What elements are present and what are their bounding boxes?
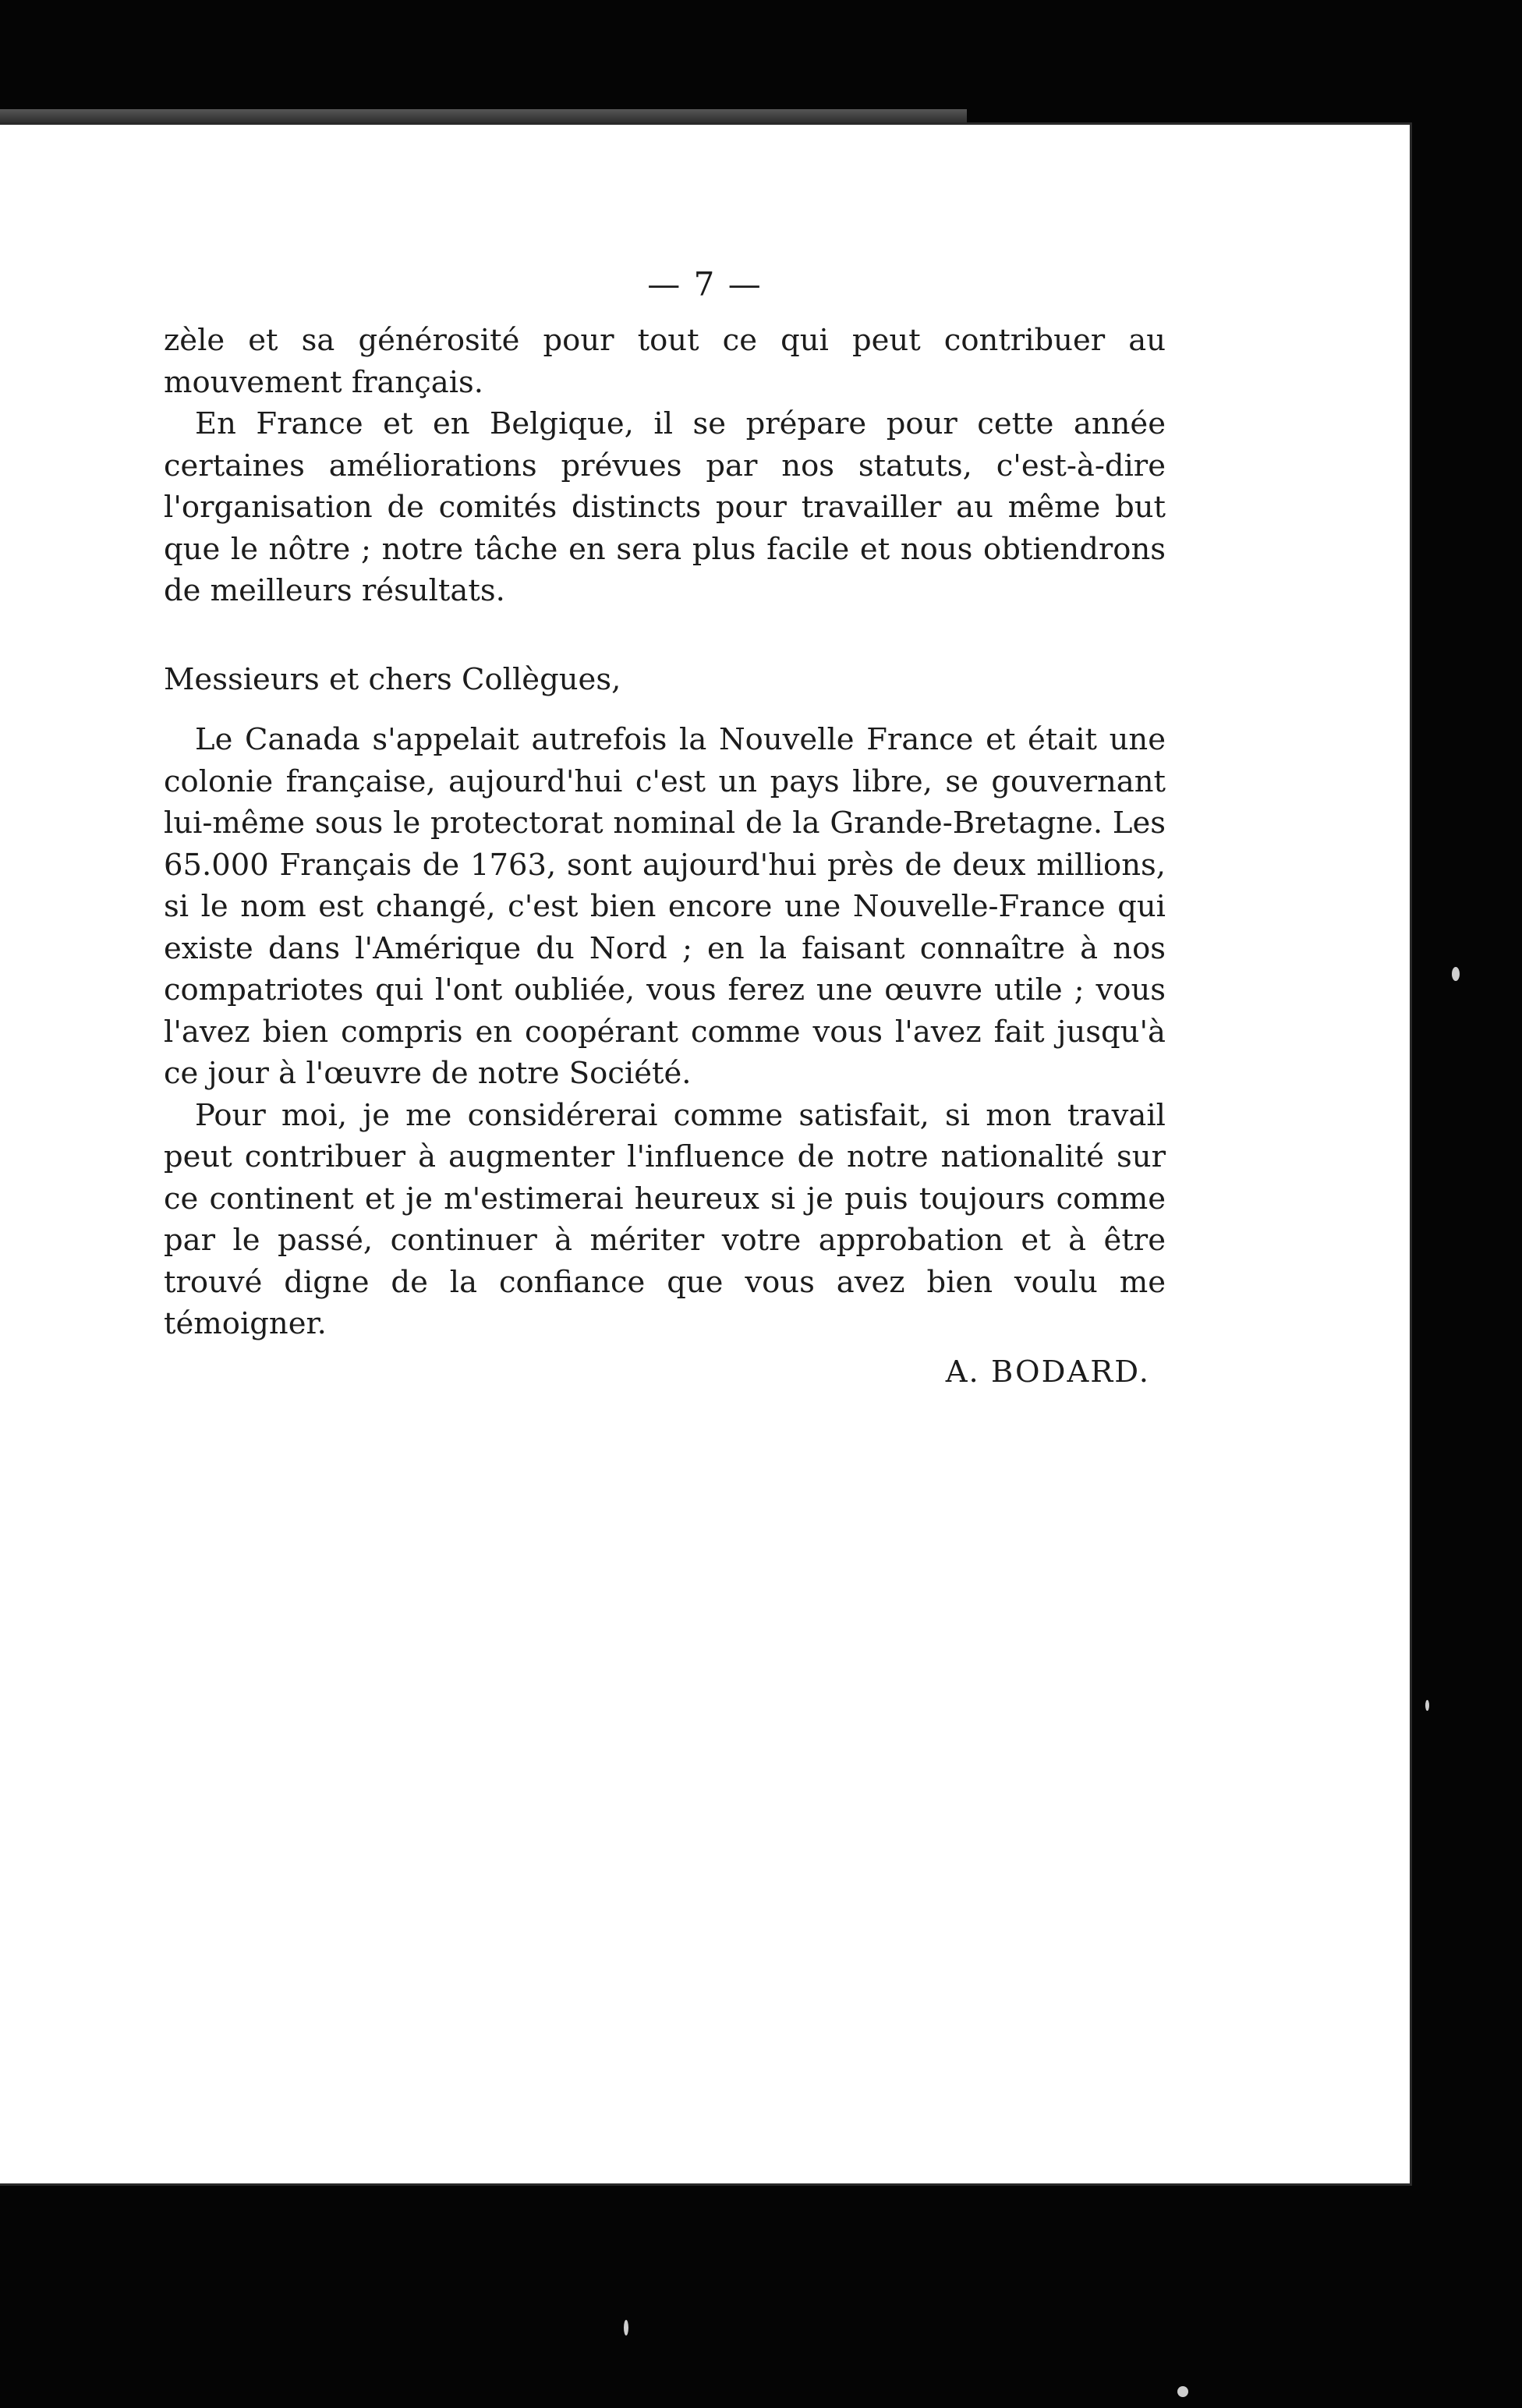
scan-speck: [624, 2320, 628, 2335]
document-page: [0, 125, 1410, 2183]
signature: A. BODARD.: [945, 1354, 1150, 1390]
paragraph: Pour moi, je me considérerai comme satisfait, si mon travail peut contribuer à augmenter l'influence de notre nationalité sur ce continent et je m'estimerai heureux si je puis toujours comme par le passé, continuer à mériter votre approbation et à être trouvé digne de la confiance que vous avez bien voulu me témoigner.: [164, 1097, 1166, 1341]
scan-speck: [1452, 967, 1460, 981]
paragraph: En France et en Belgique, il se prépare pour cette année certaines améliorations prévues par nos statuts, c'est-à-dire l'organisation de comités distincts pour travailler au même but que le nôtre ; notre tâche en sera plus facile et nous obtiendrons de meilleurs résultats.: [164, 406, 1166, 608]
scan-edge: [0, 109, 967, 126]
salutation: Messieurs et chers Collègues,: [164, 661, 621, 697]
paragraph: zèle et sa générosité pour tout ce qui peut contribuer au mouvement français.: [164, 323, 1166, 400]
body-text: [164, 320, 1166, 1393]
scan-speck: [1177, 2386, 1188, 2397]
page-number: — 7 —: [647, 265, 763, 303]
paragraph: Le Canada s'appelait autrefois la Nouvelle France et était une colonie française, aujourd'hui c'est un pays libre, se gouvernant lui-même sous le protectorat nominal de la Grande-Bretagne. Les 65.000 Français de 1763, sont aujourd'hui près de deux millions, si le nom est changé, c'est bien encore une Nouvelle-France qui existe dans l'Amérique du Nord ; en la faisant connaître à nos compatriotes qui l'ont oubliée, vous ferez une œuvre utile ; vous l'avez bien compris en coopérant comme vous l'avez fait jusqu'à ce jour à l'œuvre de notre Société.: [164, 722, 1166, 1091]
scan-speck: [1425, 1700, 1429, 1711]
